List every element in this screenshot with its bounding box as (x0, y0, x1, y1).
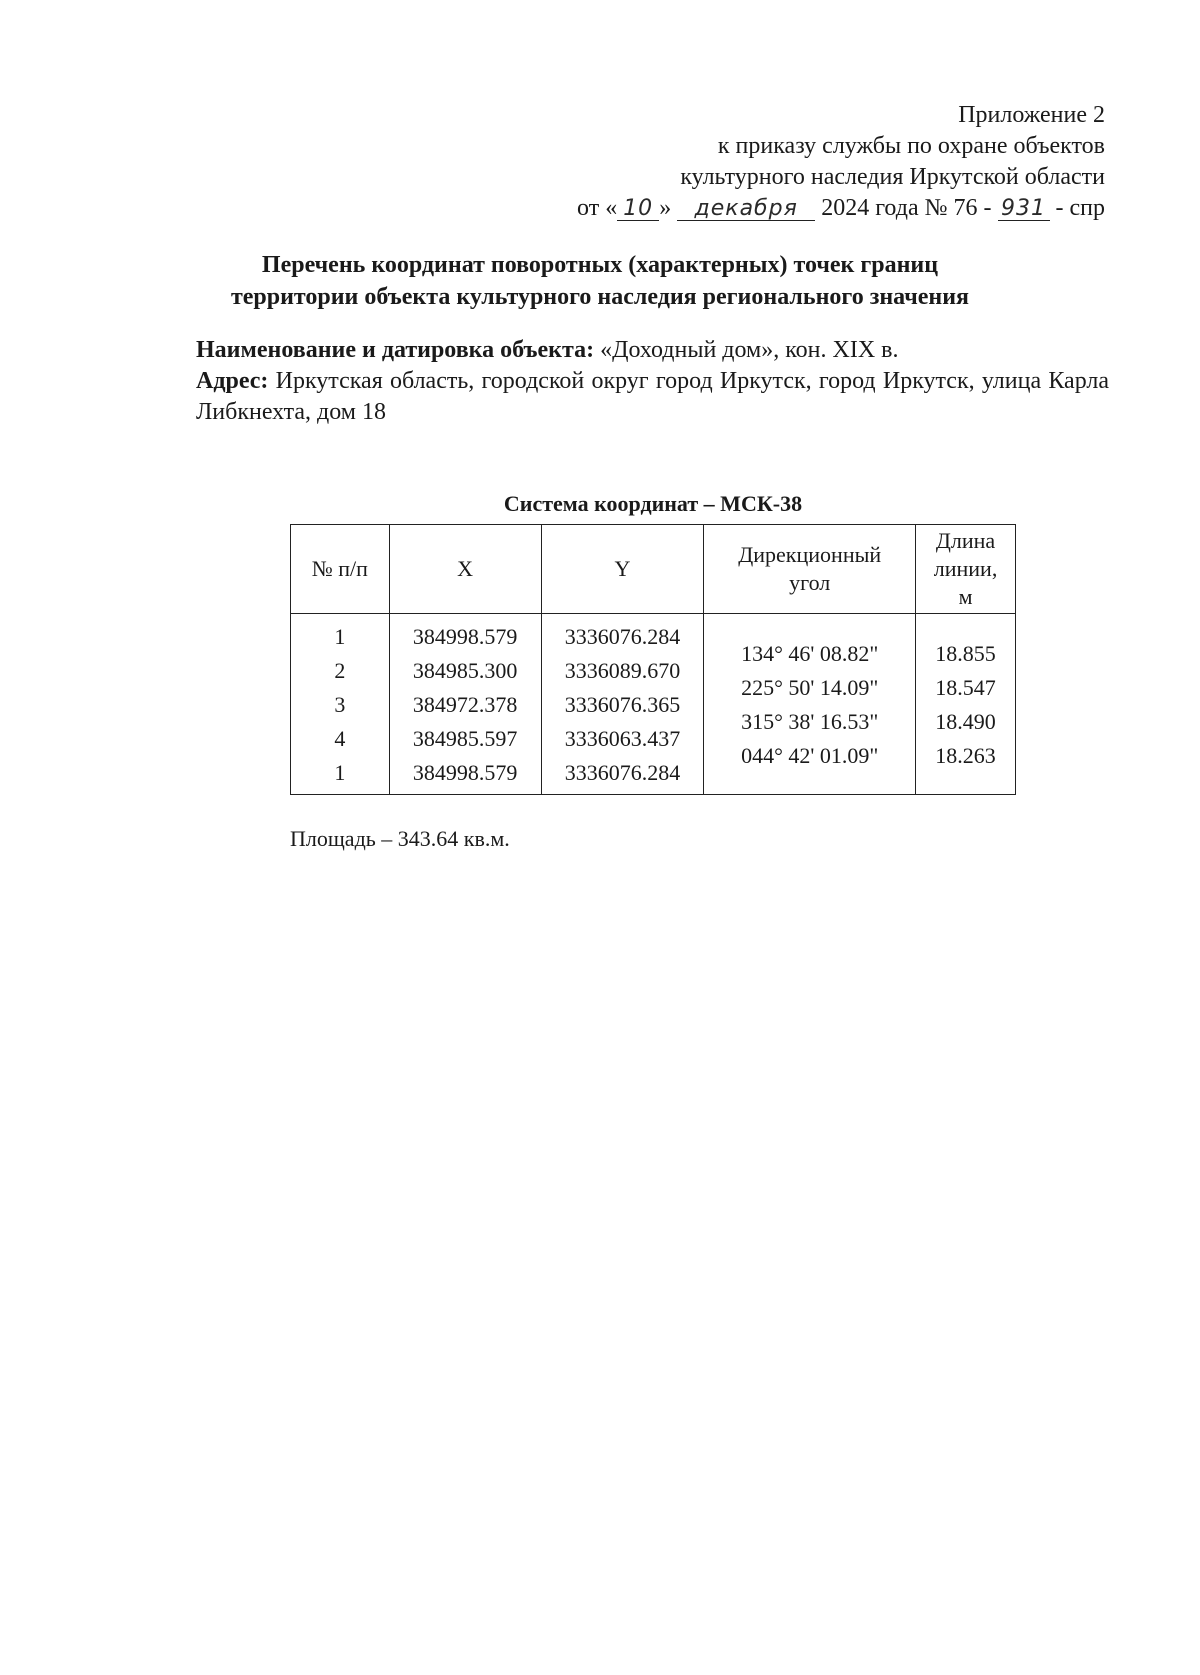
area-text: Площадь – 343.64 кв.м. (290, 826, 510, 851)
appendix-number: Приложение 2 (958, 102, 1105, 128)
document-title-line-2: территории объекта культурного наследия регионального значения (230, 284, 970, 310)
y-coordinate: 3336089.670 (564, 658, 681, 683)
handwritten-month: декабря (677, 198, 815, 221)
header-line-length-line-3: м (958, 584, 973, 609)
document-title-line-1: Перечень координат поворотных (характерных) точек границ (261, 252, 939, 278)
direction-angle: 044° 42' 01.09" (741, 743, 879, 768)
y-coordinate: 3336076.284 (564, 760, 681, 785)
x-coordinate-column (389, 614, 541, 795)
line-length: 18.490 (935, 709, 996, 734)
order-reference-line: к приказу службы по охране объектов (717, 133, 1105, 159)
coordinate-system-caption: Система координат – МСК-38 (503, 491, 803, 516)
table-body-row (291, 614, 1016, 795)
line-length: 18.855 (935, 641, 996, 666)
y-coordinate-column (541, 614, 704, 795)
header-point-number: № п/п (291, 525, 390, 614)
handwritten-day: 10 (617, 198, 659, 221)
point-number: 1 (334, 760, 346, 785)
x-coordinate: 384998.579 (412, 624, 518, 649)
object-name-paragraph (196, 335, 1109, 366)
line-length: 18.547 (935, 675, 996, 700)
point-number-column (291, 614, 390, 795)
y-coordinate: 3336063.437 (564, 726, 681, 751)
direction-angle: 225° 50' 14.09" (741, 675, 879, 700)
point-number: 4 (334, 726, 346, 751)
line-length: 18.263 (935, 743, 996, 768)
header-y: Y (541, 525, 704, 614)
header-x: X (389, 525, 541, 614)
order-suffix: - спр (1055, 195, 1105, 221)
order-date-line (577, 193, 1105, 224)
object-name-value: «Доходный дом», кон. XIX в. (600, 337, 899, 363)
document-title (0, 249, 1200, 313)
point-number: 1 (334, 624, 346, 649)
header-line-length-line-2: линии, (933, 556, 998, 581)
x-coordinate: 384985.300 (412, 658, 518, 683)
x-coordinate: 384998.579 (412, 760, 518, 785)
header-direction-angle-line-1: Дирекционный (738, 542, 882, 567)
y-coordinate: 3336076.365 (564, 692, 681, 717)
direction-angle: 134° 46' 08.82" (741, 641, 879, 666)
header-line-length-line-1: Длина (935, 528, 996, 553)
date-prefix: от « (577, 195, 618, 221)
handwritten-order-number: 931 (998, 198, 1050, 221)
direction-angle: 315° 38' 16.53" (741, 709, 879, 734)
y-coordinate: 3336076.284 (564, 624, 681, 649)
address-paragraph (196, 366, 1109, 428)
address-label: Адрес: (196, 368, 269, 394)
direction-angle-column (704, 614, 916, 795)
line-length-column (916, 614, 1016, 795)
appendix-header (577, 100, 1105, 224)
table-header-row (291, 525, 1016, 614)
agency-name-line: культурного наследия Иркутской области (680, 164, 1105, 190)
order-year-text: 2024 года № 76 - (821, 195, 992, 221)
point-number: 3 (334, 692, 346, 717)
date-quote-close: » (659, 195, 672, 221)
coordinates-table (290, 524, 1016, 795)
header-direction-angle-line-2: угол (789, 570, 831, 595)
header-direction-angle (704, 525, 916, 614)
point-number: 2 (334, 658, 346, 683)
x-coordinate: 384972.378 (412, 692, 518, 717)
header-line-length (916, 525, 1016, 614)
address-value: Иркутская область, городской округ город Иркутск, город Иркутск, улица Карла Либкнехта, дом 18 (196, 368, 1109, 425)
object-name-label: Наименование и датировка объекта: (196, 337, 595, 363)
x-coordinate: 384985.597 (412, 726, 518, 751)
